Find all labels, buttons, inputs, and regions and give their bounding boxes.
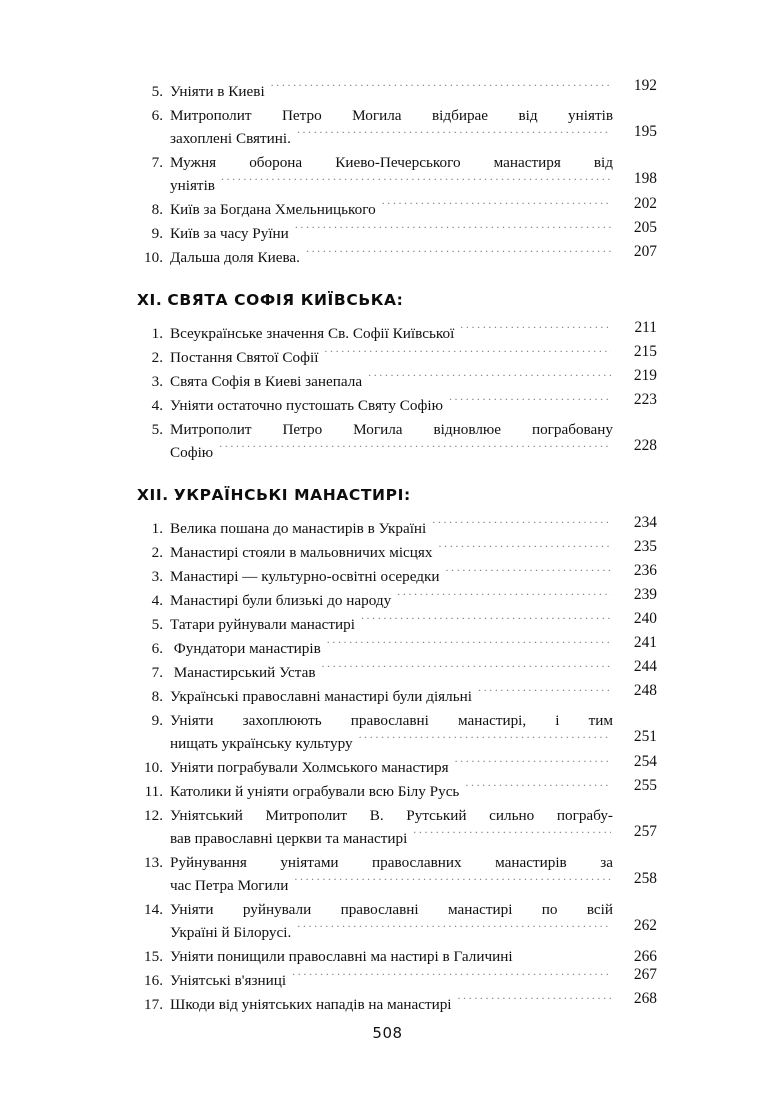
leader-dots	[359, 733, 611, 748]
entry-title	[170, 685, 617, 708]
entry-title	[170, 541, 617, 564]
entry-title	[170, 945, 617, 968]
entry-index: 4.	[151, 397, 163, 414]
toc-entry[interactable]	[133, 709, 657, 755]
table-of-contents	[133, 77, 657, 1017]
leader-dots	[271, 81, 611, 96]
toc-entry[interactable]	[133, 195, 657, 221]
entry-page-number: 257	[633, 823, 657, 840]
toc-entry[interactable]	[133, 562, 657, 588]
entry-index: 10.	[144, 249, 163, 266]
leader-dots	[460, 323, 611, 338]
leader-dots	[382, 199, 611, 214]
entry-word: Уніяти	[170, 712, 214, 729]
entry-index: 14.	[144, 901, 163, 918]
entry-word: манастиря	[493, 154, 561, 171]
entry-page-number: 235	[633, 538, 657, 555]
toc-entry[interactable]	[133, 966, 657, 992]
entry-index: 10.	[144, 759, 163, 776]
entry-title	[170, 661, 617, 684]
entry-word: Руйнування	[170, 854, 247, 871]
entry-word: і	[555, 712, 560, 729]
page-folio-number: 508	[372, 1024, 403, 1042]
toc-entry[interactable]	[133, 514, 657, 540]
leader-dots	[295, 223, 611, 238]
entry-word: Рутський	[406, 807, 467, 824]
entry-index: 5.	[151, 421, 163, 438]
toc-entry[interactable]	[133, 851, 657, 897]
entry-page-number: 215	[633, 343, 657, 360]
entry-title	[170, 804, 617, 850]
entry-page-number: 202	[633, 195, 657, 212]
entry-word: Уніяти	[170, 901, 214, 918]
entry-index: 16.	[144, 972, 163, 989]
entry-line: Всеукраїнське значення Св. Софії Київської	[170, 325, 455, 342]
entry-page-number: 236	[633, 562, 657, 579]
section-numeral: XI.	[137, 291, 163, 309]
section-numeral: XII.	[137, 486, 169, 504]
entry-word: православні	[340, 901, 419, 918]
entry-title	[170, 756, 617, 779]
entry-word: Киево-Печерського	[335, 154, 461, 171]
entry-page-number: 266	[633, 948, 657, 965]
entry-word: Митрополит	[170, 421, 252, 438]
toc-entry[interactable]	[133, 586, 657, 612]
toc-entry[interactable]	[133, 418, 657, 464]
leader-dots	[219, 442, 611, 457]
leader-dots	[306, 247, 611, 262]
entry-page-number: 234	[633, 514, 657, 531]
entry-page-number: 192	[633, 77, 657, 94]
toc-entry[interactable]	[133, 682, 657, 708]
entry-line: Українські православні манастирі були діяльні	[170, 688, 473, 705]
entry-page-number: 258	[633, 870, 657, 887]
entry-line: Софію	[170, 444, 214, 461]
toc-entry[interactable]	[133, 367, 657, 393]
toc-entry[interactable]	[133, 343, 657, 369]
entry-line: Київ за Богдана Хмельницького	[170, 201, 376, 218]
entry-index: 7.	[151, 154, 163, 171]
leader-dots	[297, 128, 611, 143]
entry-page-number: 268	[633, 990, 657, 1007]
entry-title	[170, 80, 617, 103]
entry-index: 2.	[151, 349, 163, 366]
entry-word: православні	[350, 712, 429, 729]
entry-word: всій	[586, 901, 613, 918]
section-title: УКРАЇНСЬКІ МАНАСТИРІ:	[173, 486, 411, 504]
section-heading-xi	[137, 291, 657, 309]
entry-line: Велика пошана до манастирів в Україні	[170, 520, 427, 537]
entry-line: Манастирі були близькі до народу	[170, 592, 392, 609]
leader-dots	[465, 781, 611, 796]
entry-line: Манастирі стояли в мальовничих місцях	[170, 544, 433, 561]
entry-title	[170, 418, 617, 464]
entry-word: манастирів	[495, 854, 567, 871]
entry-title	[170, 246, 617, 269]
entry-index: 3.	[151, 568, 163, 585]
toc-entry[interactable]	[133, 219, 657, 245]
entry-page-number: 255	[633, 777, 657, 794]
entry-word: від	[518, 107, 538, 124]
entry-title	[170, 346, 617, 369]
entry-title	[170, 370, 617, 393]
entry-index: 4.	[151, 592, 163, 609]
entry-word: сильно	[489, 807, 535, 824]
entry-title	[170, 517, 617, 540]
entry-word: уніятами	[280, 854, 339, 871]
toc-entry[interactable]	[133, 610, 657, 636]
entry-page-number: 251	[633, 728, 657, 745]
entry-page-number: 240	[633, 610, 657, 627]
entry-title	[170, 589, 617, 612]
entry-index: 9.	[151, 225, 163, 242]
entry-page-number: 262	[633, 917, 657, 934]
entry-page-number: 248	[633, 682, 657, 699]
toc-entry[interactable]	[133, 658, 657, 684]
entry-word: православних	[372, 854, 462, 871]
entry-title	[170, 993, 617, 1016]
entry-page-number: 205	[633, 219, 657, 236]
leader-dots	[297, 922, 611, 937]
leader-dots	[458, 994, 611, 1009]
toc-entry[interactable]	[133, 319, 657, 345]
entry-line: захоплені Святині.	[170, 130, 291, 147]
entry-line: Уніяти остаточно пустошать Святу Софію	[170, 397, 443, 414]
entry-index: 3.	[151, 373, 163, 390]
entry-title	[170, 969, 617, 992]
entry-index: 12.	[144, 807, 163, 824]
entry-index: 1.	[151, 520, 163, 537]
entry-word: Мужня	[170, 154, 217, 171]
entry-page-number: 207	[633, 243, 657, 260]
section-title: СВЯТА СОФІЯ КИЇВСЬКА:	[167, 291, 404, 309]
toc-entry[interactable]	[133, 945, 657, 968]
entry-word: від	[593, 154, 613, 171]
entry-line: уніятів	[170, 177, 215, 194]
entry-index: 11.	[144, 783, 163, 800]
entry-index: 13.	[144, 854, 163, 871]
toc-entry[interactable]	[133, 898, 657, 944]
leader-dots	[455, 757, 611, 772]
entry-page-number: 267	[633, 966, 657, 983]
toc-entry[interactable]	[133, 804, 657, 850]
entry-index: 8.	[151, 201, 163, 218]
entry-line: Уніяти пограбували Холмського манастиря	[170, 759, 449, 776]
entry-word: В.	[369, 807, 384, 824]
entry-word: пограбу-	[556, 807, 613, 824]
entry-line: Манастирі — культурно-освітні осередки	[170, 568, 440, 585]
entry-page-number: 244	[633, 658, 657, 675]
entry-word: Могила	[353, 421, 403, 438]
leader-dots	[439, 542, 611, 557]
leader-dots	[294, 875, 611, 890]
toc-entry[interactable]	[133, 391, 657, 417]
entry-page-number: 219	[633, 367, 657, 384]
entry-title	[170, 151, 617, 197]
entry-line: Київ за часу Руїни	[170, 225, 289, 242]
entry-line: Католики й уніяти ограбували всю Білу Русь	[170, 783, 460, 800]
entry-word: Митрополит	[265, 807, 348, 824]
section-heading-xii	[137, 486, 657, 504]
entry-word: за	[600, 854, 613, 871]
toc-entry[interactable]	[133, 634, 657, 660]
entry-page-number: 198	[633, 170, 657, 187]
entry-word: Уніятський	[170, 807, 243, 824]
entry-title	[170, 637, 617, 660]
entry-word: Могила	[352, 107, 402, 124]
leader-dots	[322, 662, 611, 677]
entry-page-number: 239	[633, 586, 657, 603]
entry-line: вав православні церкви та манастирі	[170, 830, 408, 847]
entry-title	[170, 104, 617, 150]
entry-word: Петро	[282, 421, 323, 438]
leader-dots	[292, 970, 611, 985]
toc-entry[interactable]	[133, 753, 657, 779]
entry-title	[170, 322, 617, 345]
entry-word: руйнували	[242, 901, 312, 918]
entry-word: відновлюе	[433, 421, 501, 438]
entry-word: по	[541, 901, 558, 918]
entry-word: відбирае	[431, 107, 489, 124]
entry-title	[170, 222, 617, 245]
entry-title	[170, 780, 617, 803]
entry-word: манастирі	[447, 901, 513, 918]
entry-index: 2.	[151, 544, 163, 561]
entry-line: Уніяти в Киеві	[170, 83, 265, 100]
toc-entry[interactable]	[133, 538, 657, 564]
leader-dots	[397, 590, 611, 605]
leader-dots	[361, 614, 611, 629]
entry-page-number: 211	[634, 319, 657, 336]
leader-dots	[449, 395, 611, 410]
entry-page-number: 254	[633, 753, 657, 770]
entry-line: Уніяти понищили православні ма настирі в Галичині	[170, 948, 513, 965]
entry-word: пограбовану	[531, 421, 613, 438]
entry-page-number: 228	[633, 437, 657, 454]
toc-block-xii	[133, 514, 657, 1016]
entry-word: уніятів	[568, 107, 613, 124]
entry-line: Манастирський Устав	[170, 664, 316, 681]
entry-index: 8.	[151, 688, 163, 705]
leader-dots	[324, 347, 611, 362]
entry-index: 17.	[144, 996, 163, 1013]
toc-entry[interactable]	[133, 777, 657, 803]
entry-title	[170, 898, 617, 944]
toc-block-continued	[133, 77, 657, 269]
entry-word: манастирі,	[457, 712, 527, 729]
entry-line: Татари руйнували манастирі	[170, 616, 355, 633]
entry-line: час Петра Могили	[170, 877, 289, 894]
entry-word: оборона	[249, 154, 303, 171]
entry-line: Уніятські в'язниці	[170, 972, 287, 989]
leader-dots	[327, 638, 611, 653]
entry-title	[170, 198, 617, 221]
leader-dots	[221, 175, 611, 190]
toc-block-xi	[133, 319, 657, 464]
entry-title	[170, 709, 617, 755]
entry-index: 5.	[151, 616, 163, 633]
entry-word: тим	[588, 712, 613, 729]
entry-line: Свята Софія в Киеві занепала	[170, 373, 363, 390]
leader-dots	[368, 371, 611, 386]
entry-line: нищать українську культуру	[170, 735, 353, 752]
entry-index: 15.	[144, 948, 163, 965]
toc-entry[interactable]	[133, 990, 657, 1016]
toc-entry[interactable]	[133, 151, 657, 197]
entry-index: 1.	[151, 325, 163, 342]
leader-dots	[478, 686, 611, 701]
leader-dots	[446, 566, 611, 581]
entry-page-number: 223	[633, 391, 657, 408]
entry-line: Постання Святої Софії	[170, 349, 319, 366]
entry-index: 9.	[151, 712, 163, 729]
toc-entry[interactable]	[133, 104, 657, 150]
entry-page-number: 241	[633, 634, 657, 651]
entry-index: 6.	[151, 640, 163, 657]
entry-index: 7.	[151, 664, 163, 681]
entry-line: Дальша доля Киева.	[170, 249, 300, 266]
entry-line: Україні й Білорусі.	[170, 924, 292, 941]
entry-word: Петро	[281, 107, 322, 124]
entry-word: захоплюють	[242, 712, 322, 729]
leader-dots	[432, 518, 611, 533]
entry-page-number: 195	[633, 123, 657, 140]
entry-index: 6.	[151, 107, 163, 124]
toc-entry[interactable]	[133, 243, 657, 269]
entry-line: Шкоди від уніятських нападів на манастирі	[170, 996, 452, 1013]
leader-dots	[413, 828, 611, 843]
entry-title	[170, 394, 617, 417]
entry-line: Фундатори манастирів	[170, 640, 321, 657]
entry-title	[170, 613, 617, 636]
entry-word: Митрополит	[170, 107, 252, 124]
entry-index: 5.	[151, 83, 163, 100]
entry-title	[170, 851, 617, 897]
entry-title	[170, 565, 617, 588]
toc-entry[interactable]	[133, 77, 657, 103]
